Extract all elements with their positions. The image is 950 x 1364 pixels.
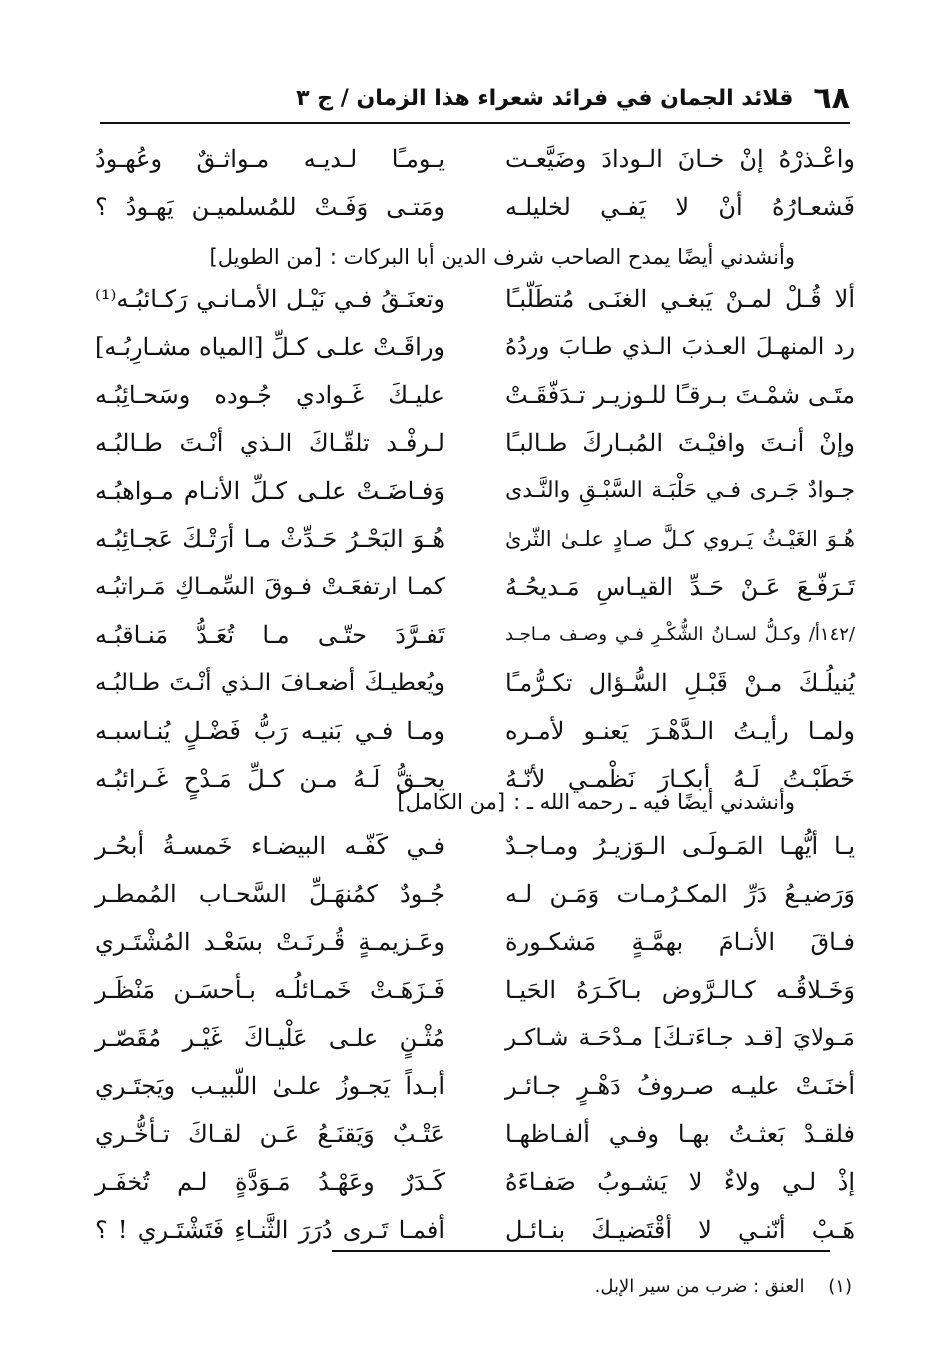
first-hemistich: إذْ لـي ولاءٌ لا يَشـوبُ صَفـاءَهُ: [505, 1168, 855, 1196]
second-hemistich: يـومـًا لـديـه مـواثـقٌ وعُهـودُ: [95, 145, 445, 173]
verse-couplet: [95, 419, 855, 467]
second-hemistich: مُثْـنٍ علـى عَلْيـاكَ غَيْـر مُقَصّـر: [95, 1024, 445, 1052]
verse-couplet: [95, 323, 855, 371]
verse-couplet: [95, 1158, 855, 1206]
second-hemistich: كمـا ارتفعَـتْ فـوقَ السِّمـاكِ مَـراتبُـه: [95, 574, 445, 600]
verse-couplet: [95, 1206, 855, 1254]
verse-couplet: [95, 371, 855, 419]
verse-couplet: [95, 467, 855, 515]
verse-couplet: [95, 1062, 855, 1110]
poem-2-intro: [95, 245, 795, 269]
verse-couplet: [95, 611, 855, 659]
second-hemistich: ومَتـى وَفَـتْ للمُسلميـن يَهـودُ ؟: [95, 193, 445, 221]
second-hemistich: عليـكَ غَـوادي جُـوده وسَحـائِبُـه: [95, 381, 445, 409]
meter-label: [من الكامل]: [397, 790, 506, 814]
verse-couplet: [95, 1110, 855, 1158]
verse-couplet: [95, 918, 855, 966]
second-hemistich: جُـودٌ كمُنهَـلِّ السَّحـاب المُمطـر: [95, 880, 445, 908]
footnote-divider: [332, 1250, 830, 1252]
first-hemistich: مَـولايَ [قـد جـاءَتـكَ] مـدْحَـة شـاكـر: [505, 1025, 855, 1051]
intro-text: وأنشدني أيضًا فيه ـ رحمه الله ـ :: [513, 790, 795, 814]
first-hemistich: واعْـذرْهُ إنْ خـانَ الـودادَ وضَيَّعـت: [505, 145, 855, 173]
first-hemistich: خَطَبْـتُ لَـهُ أبكـارَ نَظْمـي لأنّـهُ: [505, 765, 855, 793]
first-hemistich: هَـبْ أنّنـي لا أقْتَضيـكَ بنـائـل: [505, 1216, 855, 1244]
verse-couplet: [95, 563, 855, 611]
first-hemistich: /١٤٢أ/ وكـلُّ لسـانُ الشُّكْـرِ فـي وصـف مـاجـد: [505, 624, 855, 645]
second-hemistich: فَـزَهَـتْ خَمـائلُـه بـأحسَـن مَنْظَـر: [95, 976, 445, 1004]
second-hemistich: هُـوَ البَحْـرُ حَـدِّثْ مـا أرَتْـكَ عَجـائِبُـه: [95, 525, 445, 553]
second-hemistich: لـرفْـد تلقّـاكَ الـذي أنْـتَ طـالبُـه: [95, 429, 445, 457]
first-hemistich: جـوادٌ جَـرى فـي حَلْبَـة السَّبْـقِ والنَّـدى: [505, 478, 855, 503]
first-hemistich: فـاقَ الأنـامَ بهمَّـةٍ مَشكـورة: [505, 928, 855, 956]
first-hemistich: يـا أيُّهـا المَـولَـى الـوَزيـرُ ومـاجـدٌ: [505, 832, 855, 860]
second-hemistich: ويُعطيـكَ أضعـافَ الـذي أنْـتَ طـالبُـه: [95, 670, 445, 696]
footnote-text: العنق : ضرب من سير الإبل.: [594, 1276, 805, 1297]
second-hemistich: أبـداً يَجـوزُ علـىٰ اللّبيـب ويَجتَـري: [95, 1072, 445, 1100]
header-divider: [100, 122, 850, 124]
second-hemistich: كَـدَرٌ وعَهْـدُ مَـوَدَّةٍ لـم تُخفَـر: [95, 1168, 445, 1196]
second-hemistich: فـي كَفّـه البيضـاء خَمسـةُ أبحُـر: [95, 832, 445, 860]
poem-3-intro: [95, 790, 795, 814]
verse-couplet: [95, 515, 855, 563]
first-hemistich: تَـرَفّـعَ عَـنْ حَـدِّ القيـاسِ مَـديحُـهُ: [505, 573, 855, 601]
second-hemistich: وَفـاضَـتْ علـى كـلِّ الأنـام مـواهبُـه: [95, 477, 445, 505]
first-hemistich: ولمـا رأيـتُ الـدَّهْـرَ يَعنـو لأمـره: [505, 717, 855, 745]
page-number: ٦٨: [813, 80, 850, 116]
second-hemistich: وعَـزيمـةٍ قُـرنَـتْ بسَعْـد المُشْتَـري: [95, 928, 445, 956]
second-hemistich: تَفـرَّدَ حتّـى مـا تُعَـدُّ مَنـاقبُـه: [95, 621, 445, 649]
meter-label: [من الطويل]: [209, 245, 322, 269]
verse-couplet: [95, 1014, 855, 1062]
poem-3: [95, 822, 855, 1254]
verse-couplet: [95, 135, 855, 183]
second-hemistich: أفمـا تَـرى دُرَرَ الثَّنـاءِ فَتَشْتَـري ! ؟: [95, 1216, 445, 1244]
verse-couplet: [95, 822, 855, 870]
first-hemistich: فَشعـارُهُ أنْ لا يَفـي لخليلـه: [505, 193, 855, 221]
first-hemistich: وَرَضيـعُ دَرِّ المكـرُمـات وَمَـن لـه: [505, 880, 855, 908]
poem-2: [95, 275, 855, 803]
page-header: [100, 78, 850, 118]
first-hemistich: وَخَـلاقُـه كـالـرَّوض بـاكَـرَهُ الحَيـا: [505, 976, 855, 1004]
first-hemistich: وإنْ أنـتَ وافيْـتَ المُبـاركَ طـالبـًا: [505, 429, 855, 457]
verse-couplet: [95, 183, 855, 231]
second-hemistich: ومـا فـي بَنيـه رَبُّ فَضْـلٍ يُنـاسبـه: [95, 717, 445, 745]
footnote: [332, 1276, 852, 1297]
first-hemistich: أخنَـتْ عليـه صـروفُ دَهْـرٍ جـائـر: [505, 1072, 855, 1100]
second-hemistich: عَتْـبٌ وَيَقنَـعُ عَـن لقـاكَ تـأخُّـري: [95, 1120, 445, 1148]
first-hemistich: رد المنهـلَ العـذبَ الـذي طـابَ وردُهُ: [505, 334, 855, 360]
first-hemistich: يُنيلُـكَ مـنْ قَبْـلِ السُّـؤال تكـرُّمـًا: [505, 669, 855, 697]
verse-couplet: [95, 659, 855, 707]
running-title: قلائد الجمان في فرائد شعراء هذا الزمان / ج ٣: [296, 85, 794, 111]
verse-couplet: [95, 966, 855, 1014]
verse-couplet: [95, 870, 855, 918]
second-hemistich: يحـقُّ لَـهُ مـن كـلِّ مَـدْحٍ غَـرائبُـه: [95, 765, 445, 793]
verse-couplet: [95, 707, 855, 755]
first-hemistich: ألا قُـلْ لمـنْ يَبغـي الغنَـى مُتطَلّبـًا: [505, 285, 855, 313]
verse-couplet: [95, 275, 855, 323]
first-hemistich: فلقـدْ بَعثـتُ بهـا وفـي ألفـاظهـا: [505, 1120, 855, 1148]
intro-text: وأنشدني أيضًا يمدح الصاحب شرف الدين أبا البركات :: [329, 245, 795, 269]
second-hemistich: وتعنَـقُ فـي نَيْـل الأمـانـي رَكـائبُـه⁽¹⁾: [95, 285, 445, 313]
poem-1-ending: [95, 135, 855, 231]
first-hemistich: متَـى شمْـتَ بـرقـًا للـوزيـر تـدَفّقَـتْ: [505, 381, 855, 409]
footnote-number: (١): [828, 1276, 852, 1297]
first-hemistich: هُـوَ الغَيْـثُ يَـروي كـلَّ صـادٍ علـىٰ الثّرىٰ: [505, 527, 855, 551]
second-hemistich: وراقَـتْ علـى كـلِّ [المياه مشـارِبُـه]: [95, 333, 445, 361]
